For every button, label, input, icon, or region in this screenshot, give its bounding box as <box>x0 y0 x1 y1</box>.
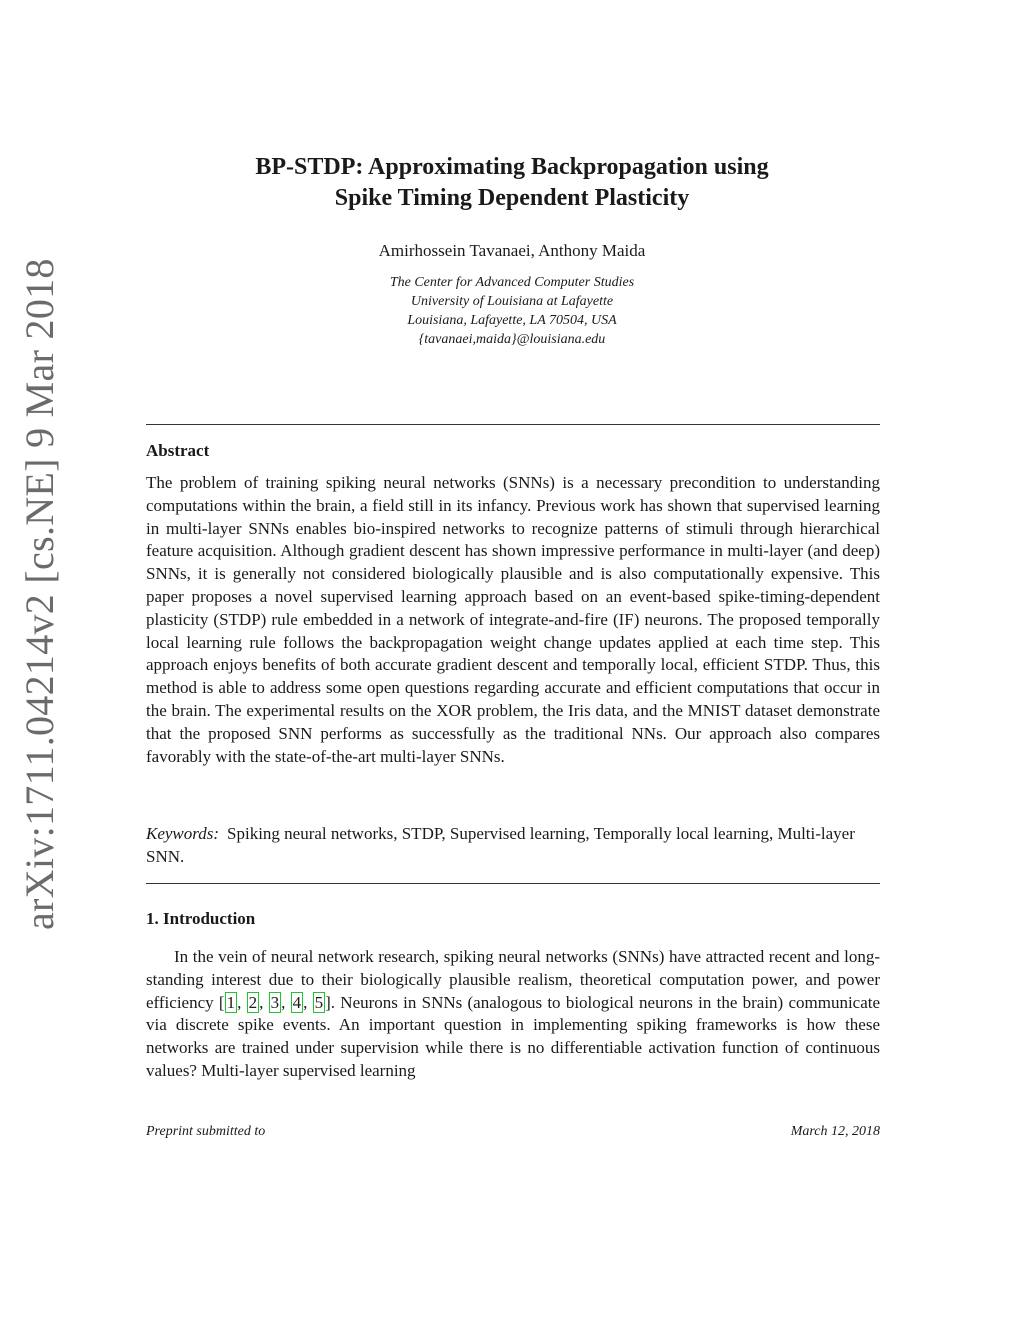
title-line-1: BP-STDP: Approximating Backpropagation using <box>255 154 769 180</box>
abstract-text: The problem of training spiking neural networks (SNNs) is a necessary precondition to understanding computations within the brain, a field still in its infancy. Previous work has shown that supervised learning in multi-layer SNNs enables bio-inspired networks to recognize patterns of stimuli through hierarchical feature acquisition. Although gradient descent has shown impressive performance in multi-layer (and deep) SNNs, it is generally not considered biologically plausible and is also computationally expensive. This paper proposes a novel supervised learning approach based on an event-based spike-timing-dependent plasticity (STDP) rule embedded in a network of integrate-and-fire (IF) neurons. The proposed temporally local learning rule follows the backpropagation weight change updates applied at each time step. This approach enjoys benefits of both accurate gradient descent and temporally local, efficient STDP. Thus, this method is able to address some open questions regarding accurate and efficient computations that occur in the brain. The experimental results on the XOR problem, the Iris data, and the MNIST dataset demonstrate that the proposed SNN performs as successfully as the traditional NNs. Our approach also compares favorably with the state-of-the-art multi-layer SNNs. <box>146 473 880 766</box>
affiliation-email: {tavanaei,maida}@louisiana.edu <box>418 332 606 347</box>
keywords-text: Spiking neural networks, STDP, Supervised learning, Temporally local learning, Multi-layer SNN. <box>146 824 855 866</box>
abstract-bottom-rule <box>146 883 880 884</box>
keywords-block <box>146 822 880 868</box>
paper-title <box>150 152 874 214</box>
affiliation-line-2: University of Louisiana at Lafayette <box>410 294 614 309</box>
citation-link-3[interactable]: 3 <box>270 992 280 1012</box>
author-list: Amirhossein Tavanaei, Anthony Maida <box>378 241 646 260</box>
abstract-heading: Abstract <box>146 441 210 460</box>
arxiv-identifier-stamp: arXiv:1711.04214v2 [cs.NE] 9 Mar 2018 <box>17 258 62 930</box>
citation-link-2[interactable]: 2 <box>248 992 258 1012</box>
keywords-label: Keywords: <box>146 824 220 843</box>
affiliation-block <box>150 273 874 349</box>
affiliation-line-1: The Center for Advanced Computer Studies <box>389 275 635 290</box>
intro-text-start: In the vein of neural network research, spiking neural networks (SNNs) have attracted recent and long-standing interest due to their biologically plausible realism, theoretical computation power, and power efficiency [ <box>146 947 880 1012</box>
citation-link-1[interactable]: 1 <box>226 992 236 1012</box>
introduction-paragraph: In the vein of neural network research, spiking neural networks (SNNs) have attracted recent and long-standing interest due to their biologically plausible realism, theoretical computation power, and power efficiency [ 1 , 2 , 3 , 4 , 5 ]. Neurons in SNNs (analogous to biological neurons in the brain) communicate via discrete spike events. An important question in implementing spiking frameworks is how these networks are trained under supervision while there is no differentiable activation function of continuous values? Multi-layer supervised learning <box>146 947 881 1080</box>
title-line-2: Spike Timing Dependent Plasticity <box>334 185 690 211</box>
citation-link-5[interactable]: 5 <box>314 992 324 1012</box>
footer-preprint-note: Preprint submitted to <box>146 1124 266 1139</box>
affiliation-line-3: Louisiana, Lafayette, LA 70504, USA <box>407 313 617 328</box>
footer-date: March 12, 2018 <box>790 1124 880 1139</box>
citation-link-4[interactable]: 4 <box>292 992 302 1012</box>
section-heading-introduction: 1. Introduction <box>146 909 256 928</box>
abstract-top-rule <box>146 424 880 425</box>
intro-text-end: ]. Neurons in SNNs (analogous to biological neurons in the brain) communicate via discrete spike events. An important question in implementing spiking frameworks is how these networks are trained under supervision while there is no differentiable activation function of continuous values? Multi-layer supervised learning <box>146 992 881 1080</box>
